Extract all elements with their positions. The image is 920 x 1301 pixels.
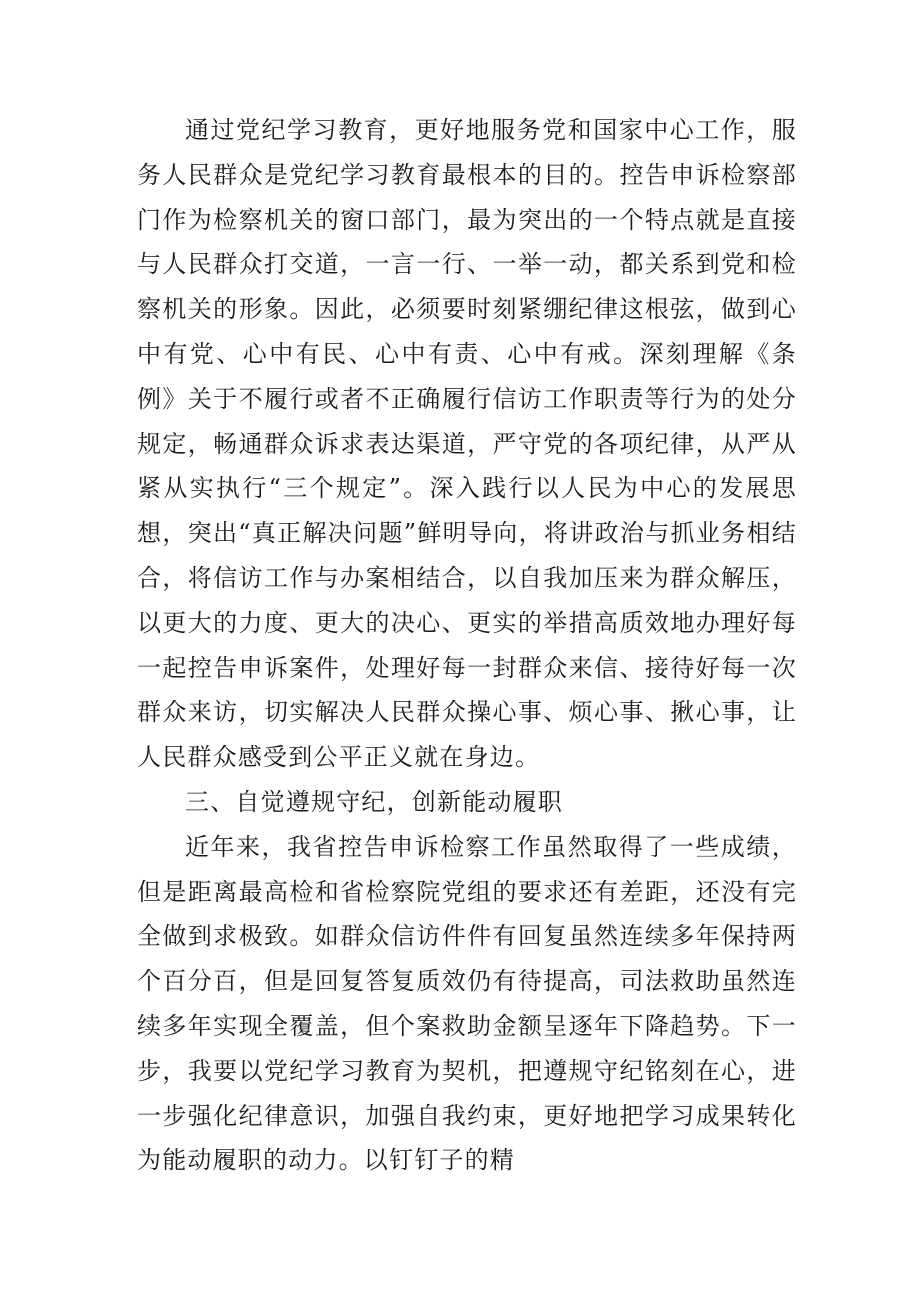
- paragraph-2: 近年来，我省控告申诉检察工作虽然取得了一些成绩，但是距离最高检和省检察院党组的要求还有差距，还没有完全做到求极致。如群众信访件件有回复虽然连续多年保持两个百分百，但是回复答复质效仍有待提高，司法救助虽然连续多年实现全覆盖，但个案救助金额呈逐年下降趋势。下一步，我要以党纪学习教育为契机，把遵规守纪铭刻在心，进一步强化纪律意识，加强自我约束，更好地把学习成果转化为能动履职的动力。以钉钉子的精: [137, 832, 797, 1175]
- document-body: [137, 108, 797, 1183]
- paragraph-1: 通过党纪学习教育，更好地服务党和国家中心工作，服务人民群众是党纪学习教育最根本的目的。控告申诉检察部门作为检察机关的窗口部门，最为突出的一个特点就是直接与人民群众打交道，一言一行、一举一动，都关系到党和检察机关的形象。因此，必须要时刻紧绷纪律这根弦，做到心中有党、心中有民、心中有责、心中有戒。深刻理解《条例》关于不履行或者不正确履行信访工作职责等行为的处分规定，畅通群众诉求表达渠道，严守党的各项纪律，从严从紧从实执行“三个规定”。深入践行以人民为中心的发展思想，突出“真正解决问题”鲜明导向，将讲政治与抓业务相结合，将信访工作与办案相结合，以自我加压来为群众解压，以更大的力度、更大的决心、更实的举措高质效地办理好每一起控告申诉案件，处理好每一封群众来信、接待好每一次群众来访，切实解决人民群众操心事、烦心事、揪心事，让人民群众感受到公平正义就在身边。: [137, 116, 797, 772]
- section-heading: 三、自觉遵规守纪，创新能动履职: [185, 787, 563, 816]
